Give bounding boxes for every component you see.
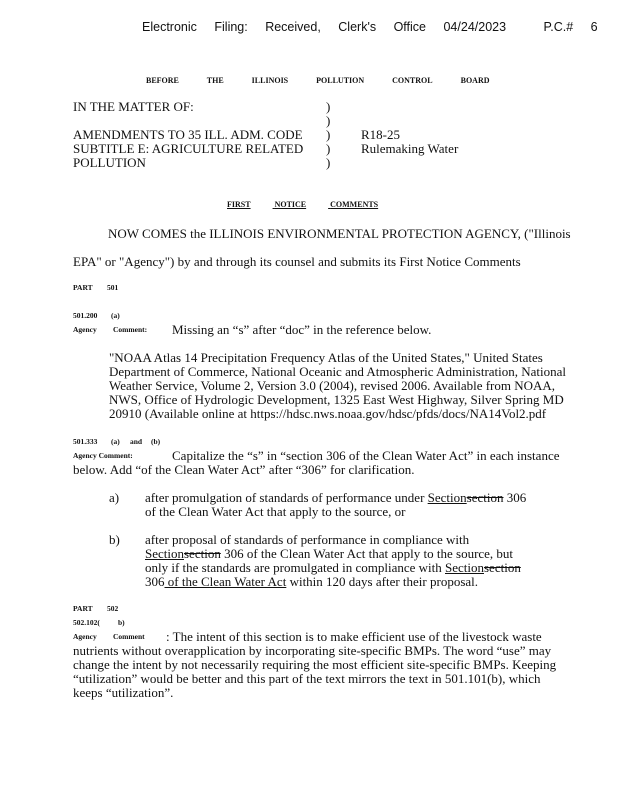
part-number: 501 bbox=[107, 283, 119, 292]
doc-title-word: FIRST bbox=[227, 200, 251, 209]
intro-line1: NOW COMES the ILLINOIS ENVIRONMENTAL PROTECTION AGENCY, ("Illinois bbox=[108, 226, 571, 241]
caption-line1: AMENDMENTS TO 35 ILL. ADM. CODE bbox=[73, 127, 303, 142]
subsection: b) bbox=[118, 618, 125, 627]
plain-text: within 120 days after their proposal. bbox=[286, 574, 479, 589]
reference-line: "NOAA Atlas 14 Precipitation Frequency Atlas of the United States," United States bbox=[109, 350, 543, 365]
reference-line: NWS, Office of Hydrologic Development, 1325 East West Highway, Silver Spring MD bbox=[109, 392, 564, 407]
item-text: after proposal of standards of performance in compliance with bbox=[145, 532, 470, 547]
item-text bbox=[145, 490, 526, 505]
doc-title bbox=[227, 200, 400, 209]
section-number: 501.200 bbox=[73, 311, 98, 320]
board-word: BEFORE bbox=[146, 76, 179, 85]
deleted-text: section bbox=[484, 560, 521, 575]
board-word: CONTROL bbox=[392, 76, 433, 85]
agency-label: Agency bbox=[73, 325, 97, 334]
caption-docket-desc: Rulemaking Water bbox=[361, 141, 459, 156]
board-word: BOARD bbox=[460, 76, 490, 85]
caption-paren: ) bbox=[326, 155, 331, 170]
comment-text: keeps “utilization”. bbox=[73, 685, 174, 700]
deleted-text: section bbox=[184, 546, 221, 561]
part-label: PART bbox=[73, 604, 93, 613]
section-number: 502.102( bbox=[73, 618, 100, 627]
comment-label: Comment: bbox=[113, 325, 148, 334]
plain-text: 306 bbox=[145, 574, 165, 589]
item-text: of the Clean Water Act that apply to the source, or bbox=[145, 504, 406, 519]
caption-paren: ) bbox=[326, 113, 331, 128]
caption-line3: POLLUTION bbox=[73, 155, 146, 170]
header-received: Received, bbox=[265, 20, 321, 34]
inserted-text: Section bbox=[427, 490, 467, 505]
subsection: (b) bbox=[151, 437, 161, 446]
doc-title-word: NOTICE bbox=[274, 200, 307, 209]
filing-header bbox=[142, 20, 612, 34]
inserted-text: of the Clean Water Act bbox=[164, 574, 287, 589]
comment-text: below. Add “of the Clean Water Act” after “306” for clarification. bbox=[73, 462, 415, 477]
header-office: Office bbox=[393, 20, 426, 34]
board-word: THE bbox=[206, 76, 224, 85]
subsection: (a) bbox=[111, 311, 120, 320]
plain-text: after promulgation of standards of performance under bbox=[145, 490, 428, 505]
plain-text: 306 of the Clean Water Act that apply to the source, but bbox=[220, 546, 514, 561]
item-label: a) bbox=[109, 490, 120, 505]
deleted-text: section bbox=[466, 490, 504, 505]
header-pc-label: P.C.# bbox=[543, 20, 574, 34]
header-clerks: Clerk's bbox=[338, 20, 377, 34]
caption-docket: R18-25 bbox=[361, 127, 400, 142]
item-text bbox=[145, 560, 521, 575]
caption-line2: SUBTITLE E: AGRICULTURE RELATED bbox=[73, 141, 304, 156]
comment-text: nutrients without overapplication by incorporating site-specific BMPs. The word “use” may bbox=[73, 643, 552, 658]
item-text bbox=[145, 574, 478, 589]
board-word: POLLUTION bbox=[316, 76, 365, 85]
reference-line: Weather Service, Volume 2, Version 3.0 (2004), revised 2006. Available from NOAA, bbox=[109, 378, 556, 393]
header-electronic: Electronic bbox=[142, 20, 197, 34]
agency-label: Agency bbox=[73, 632, 97, 641]
reference-line: 20910 (Available online at https://hdsc.nws.noaa.gov/hdsc/pfds/docs/NA14Vol2.pdf bbox=[109, 406, 547, 421]
comment-text: : The intent of this section is to make efficient use of the livestock waste bbox=[166, 629, 542, 644]
intro-line2: EPA" or "Agency") by and through its counsel and submits its First Notice Comments bbox=[73, 254, 521, 269]
inserted-text: Section bbox=[145, 546, 184, 561]
agency-comment-label: Agency Comment: bbox=[73, 451, 133, 460]
reference-line: Department of Commerce, National Oceanic and Atmospheric Administration, National bbox=[109, 364, 567, 379]
item-label: b) bbox=[109, 532, 120, 547]
plain-text: only if the standards are promulgated in compliance with bbox=[145, 560, 445, 575]
item-text bbox=[145, 546, 513, 561]
section-number: 501.333 bbox=[73, 437, 98, 446]
comment-label: Comment bbox=[113, 632, 145, 641]
caption-paren: ) bbox=[326, 99, 331, 114]
plain-text: 306 bbox=[503, 490, 527, 505]
header-filing: Filing: bbox=[214, 20, 248, 34]
comment-text: Missing an “s” after “doc” in the reference below. bbox=[172, 322, 432, 337]
comment-text: Capitalize the “s” in “section 306 of the Clean Water Act” in each instance bbox=[172, 448, 560, 463]
subsection: (a) bbox=[111, 437, 120, 446]
part-label: PART bbox=[73, 283, 93, 292]
caption-paren: ) bbox=[326, 141, 331, 156]
part-number: 502 bbox=[107, 604, 119, 613]
comment-text: “utilization” would be better and this part of the text mirrors the text in 501.101(b), which bbox=[73, 671, 541, 686]
board-word: ILLINOIS bbox=[251, 76, 289, 85]
caption-matter: IN THE MATTER OF: bbox=[73, 99, 194, 114]
inserted-text: Section bbox=[445, 560, 484, 575]
header-pc-number: 6 bbox=[590, 20, 598, 34]
header-date: 04/24/2023 bbox=[443, 20, 507, 34]
caption-paren: ) bbox=[326, 127, 331, 142]
board-title bbox=[146, 76, 516, 85]
comment-text: change the intent by not necessarily requiring the most efficient site-specific BMPs. Keeping bbox=[73, 657, 557, 672]
and-label: and bbox=[130, 437, 143, 446]
doc-title-word: COMMENTS bbox=[330, 200, 379, 209]
